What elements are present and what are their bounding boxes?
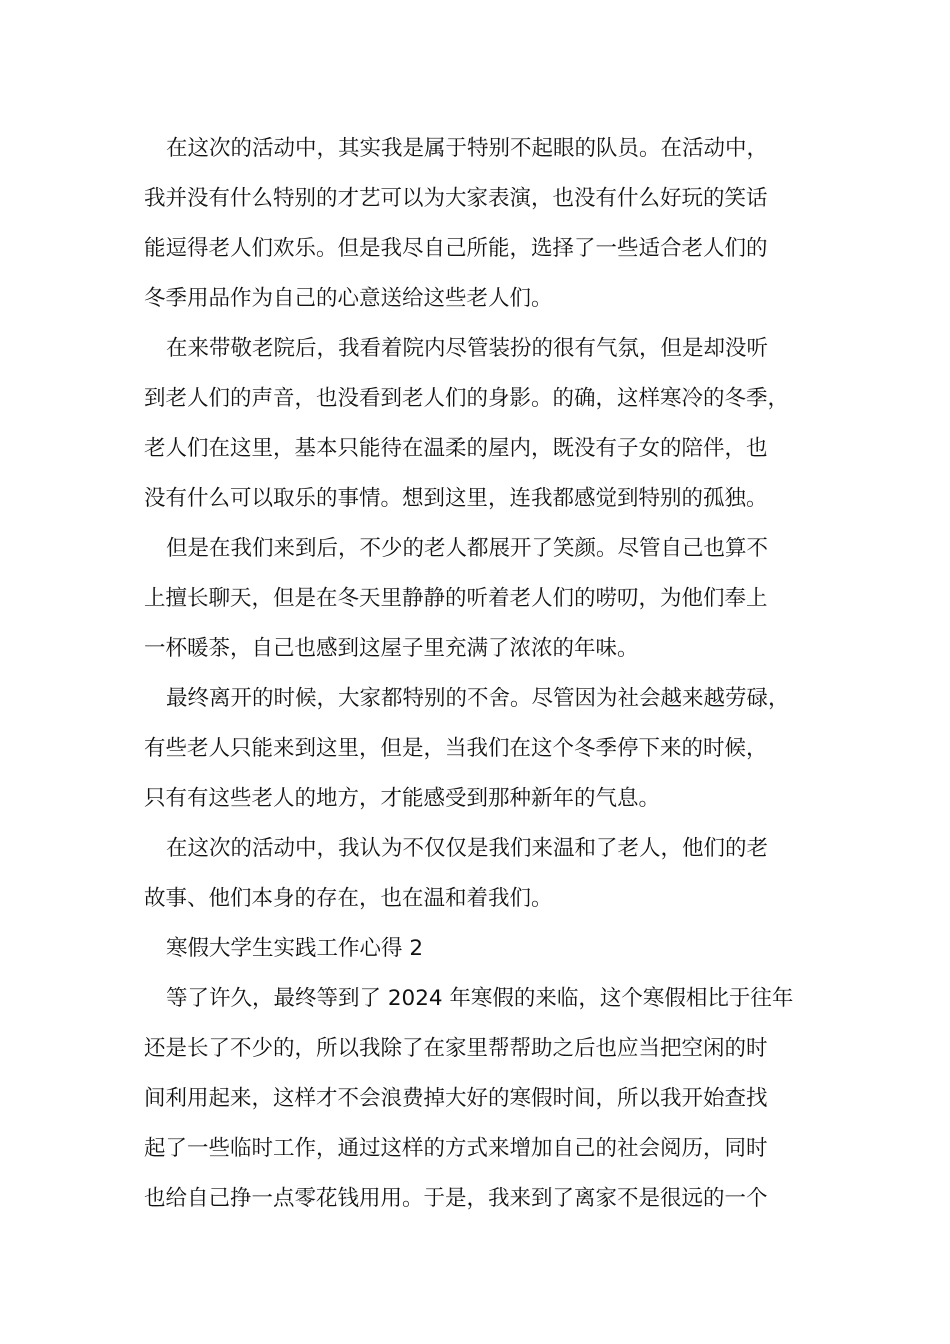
paragraph-line: 只有有这些老人的地方，才能感受到那种新年的气息。 (144, 786, 661, 811)
paragraph-line: 还是长了不少的，所以我除了在家里帮帮助之后也应当把空闲的时 (144, 1036, 768, 1061)
paragraph-line: 最终离开的时候，大家都特别的不舍。尽管因为社会越来越劳碌， (166, 686, 790, 711)
paragraph-line: 在来带敬老院后，我看着院内尽管装扮的很有气氛，但是却没听 (166, 336, 769, 361)
paragraph-line: 我并没有什么特别的才艺可以为大家表演，也没有什么好玩的笑话 (144, 186, 768, 211)
paragraph-line: 起了一些临时工作，通过这样的方式来增加自己的社会阅历，同时 (144, 1136, 768, 1161)
paragraph-line: 在这次的活动中，其实我是属于特别不起眼的队员。在活动中， (166, 136, 769, 161)
paragraph-line: 没有什么可以取乐的事情。想到这里，连我都感觉到特别的孤独。 (144, 486, 768, 511)
paragraph-line: 等了许久，最终等到了 2024 年寒假的来临，这个寒假相比于往年 (166, 986, 794, 1011)
paragraph-line: 故事、他们本身的存在，也在温和着我们。 (144, 886, 553, 911)
paragraph-line: 冬季用品作为自己的心意送给这些老人们。 (144, 286, 553, 311)
paragraph-line: 但是在我们来到后，不少的老人都展开了笑颜。尽管自己也算不 (166, 536, 769, 561)
paragraph-line: 老人们在这里，基本只能待在温柔的屋内，既没有子女的陪伴，也 (144, 436, 768, 461)
paragraph-line: 上擅长聊天，但是在冬天里静静的听着老人们的唠叨，为他们奉上 (144, 586, 768, 611)
paragraph-line: 有些老人只能来到这里，但是，当我们在这个冬季停下来的时候， (144, 736, 768, 761)
paragraph-line: 间利用起来，这样才不会浪费掉大好的寒假时间，所以我开始查找 (144, 1086, 768, 1111)
paragraph-line: 一杯暖茶，自己也感到这屋子里充满了浓浓的年味。 (144, 636, 639, 661)
section-heading: 寒假大学生实践工作心得 2 (166, 936, 424, 961)
paragraph-line: 能逗得老人们欢乐。但是我尽自己所能，选择了一些适合老人们的 (144, 236, 768, 261)
paragraph-line: 在这次的活动中，我认为不仅仅是我们来温和了老人，他们的老 (166, 836, 769, 861)
paragraph-line: 到老人们的声音，也没看到老人们的身影。的确，这样寒冷的冬季， (144, 386, 790, 411)
paragraph-line: 也给自己挣一点零花钱用用。于是，我来到了离家不是很远的一个 (144, 1186, 768, 1211)
